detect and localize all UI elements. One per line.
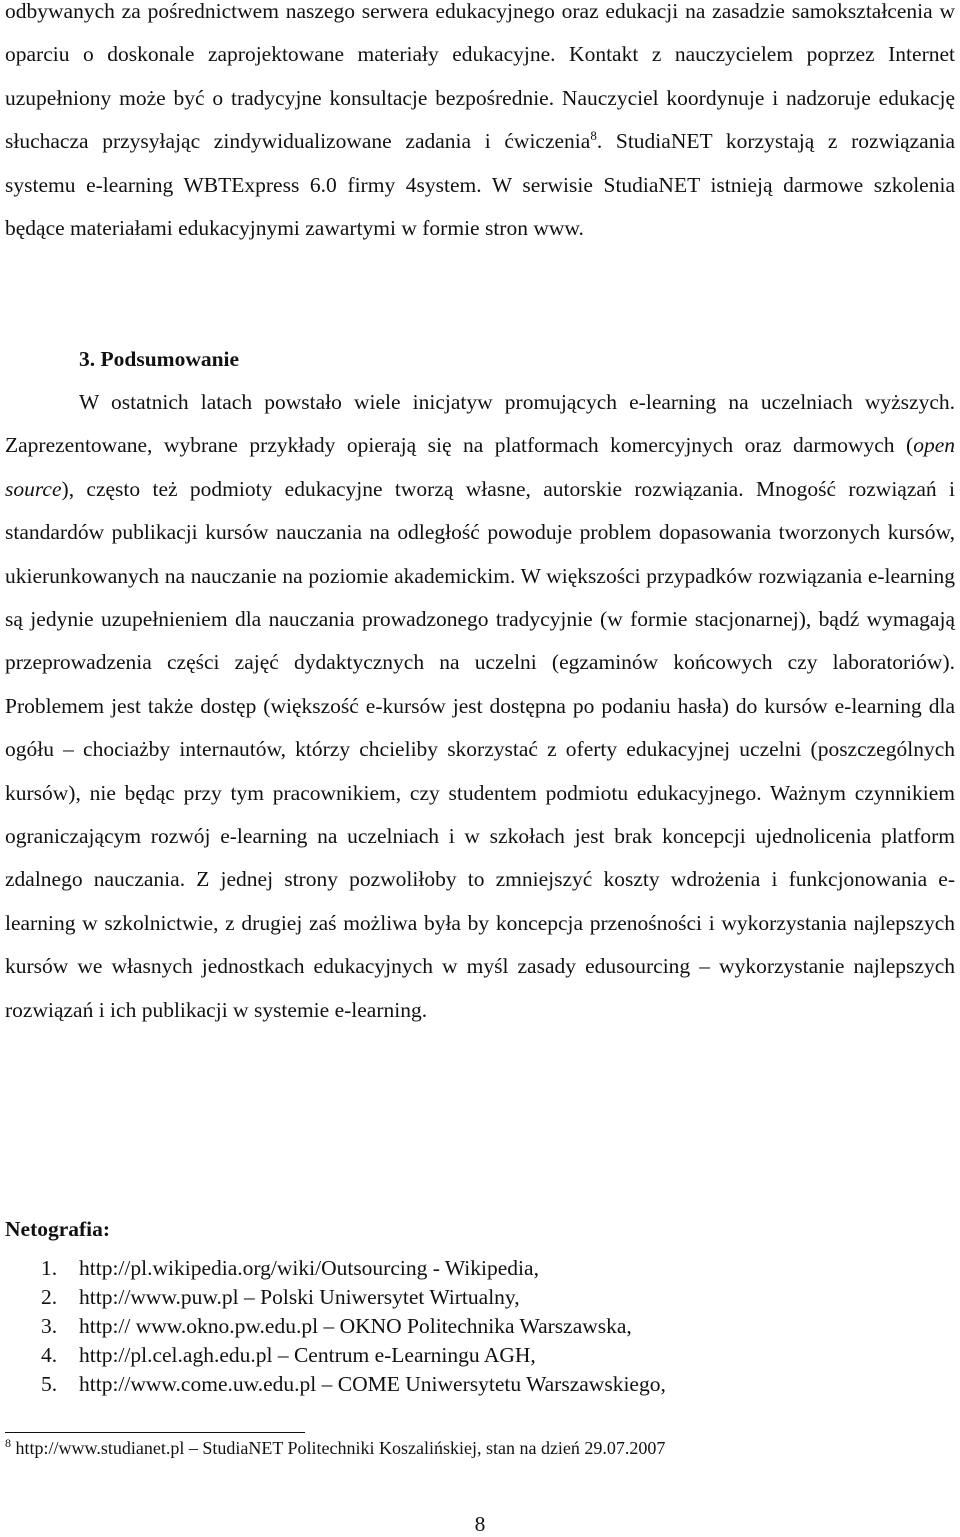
section-title: Podsumowanie [100, 347, 240, 371]
paragraph-intro-text-a: odbywanych za pośrednictwem naszego serwera edukacyjnego oraz edukacji na zasadzie samokształcenia w oparciu o doskonale zaprojektowane materiały edukacyjne. Kontakt z nauczycielem poprzez Internet uzupełniony może być o tradycyjne konsultacje bezpośrednie. Nauczyciel koordynuje i nadzoruje edukację słuchacza przysyłając zindywidualizowane zadania i ćwiczenia [5, 0, 955, 154]
footnote [5, 1436, 665, 1460]
netografia-list [5, 1254, 666, 1399]
list-item [5, 1341, 666, 1370]
reference-link[interactable]: http:// www.okno.pw.edu.pl – OKNO Politechnika Warszawska, [79, 1314, 632, 1338]
list-item-number: 4. [41, 1343, 58, 1367]
list-item-number: 3. [41, 1314, 58, 1338]
footnote-mark: 8 [5, 1436, 11, 1450]
reference-link[interactable]: http://www.come.uw.edu.pl – COME Uniwersytetu Warszawskiego, [79, 1372, 666, 1396]
paragraph-summary [5, 381, 955, 1032]
document-page [5, 0, 955, 1537]
netografia-heading: Netografia: [5, 1217, 111, 1241]
paragraph-summary-text-b: ), często też podmioty edukacyjne tworzą własne, autorskie rozwiązania. Mnogość rozwiązań i standardów publikacji kursów nauczania na odległość powoduje problem dopasowania tworzonych kursów, ukierunkowanych na nauczanie na poziomie akademickim. W większości przypadków rozwiązania e-learning są jedynie uzupełnieniem dla nauczania prowadzonego tradycyjnie (w formie stacjonarnej), bądź wymagają przeprowadzenia części zajęć dydaktycznych na uczelni (egzaminów końcowych czy laboratoriów). Problemem jest także dostęp (większość e-kursów jest dostępna po podaniu hasła) do kursów e-learning dla ogółu – chociażby internautów, którzy chcieliby skorzystać z oferty edukacyjnej uczelni (poszczególnych kursów), nie będąc przy tym pracownikiem, czy studentem podmiotu edukacyjnego. Ważnym czynnikiem ograniczającym rozwój e-learning na uczelniach i w szkołach jest brak koncepcji ujednolicenia platform zdalnego nauczania. Z jednej strony pozwoliłoby to zmniejszyć koszty wdrożenia i funkcjonowania e-learning w szkolnictwie, z drugiej zaś możliwa była by koncepcja przenośności i wykorzystania najlepszych kursów we własnych jednostkach edukacyjnych w myśl zasady edusourcing – wykorzystanie najlepszych rozwiązań i ich publikacji w systemie e-learning. [5, 476, 955, 1022]
footnote-divider [5, 1432, 305, 1433]
list-item-number: 1. [41, 1256, 58, 1280]
reference-link[interactable]: http://pl.cel.agh.edu.pl – Centrum e-Learningu AGH, [79, 1343, 536, 1367]
list-item [5, 1283, 666, 1312]
footnote-text[interactable]: http://www.studianet.pl – StudiaNET Politechniki Koszalińskiej, stan na dzień 29.07.2007 [11, 1438, 666, 1458]
section-number: 3. [79, 347, 96, 371]
section-heading [79, 338, 239, 381]
footnote-reference[interactable]: 8 [590, 128, 597, 144]
list-item [5, 1370, 666, 1399]
list-item-number: 5. [41, 1372, 58, 1396]
paragraph-intro [5, 0, 955, 250]
list-item-number: 2. [41, 1285, 58, 1309]
paragraph-summary-italic: open source [5, 433, 955, 501]
page-number: 8 [474, 1512, 486, 1536]
paragraph-intro-text-b: . StudiaNET korzystają z rozwiązania systemu e-learning WBTExpress 6.0 firmy 4system. W serwisie StudiaNET istnieją darmowe szkolenia będące materiałami edukacyjnymi zawartymi w formie stron www. [5, 129, 955, 241]
paragraph-summary-text-a: W ostatnich latach powstało wiele inicjatyw promujących e-learning na uczelniach wyższych. Zaprezentowane, wybrane przykłady opierają się na platformach komercyjnych oraz darmowych ( [5, 390, 955, 458]
reference-link[interactable]: http://www.puw.pl – Polski Uniwersytet Wirtualny, [79, 1285, 520, 1309]
list-item [5, 1312, 666, 1341]
list-item [5, 1254, 666, 1283]
reference-link[interactable]: http://pl.wikipedia.org/wiki/Outsourcing - Wikipedia, [79, 1256, 539, 1280]
